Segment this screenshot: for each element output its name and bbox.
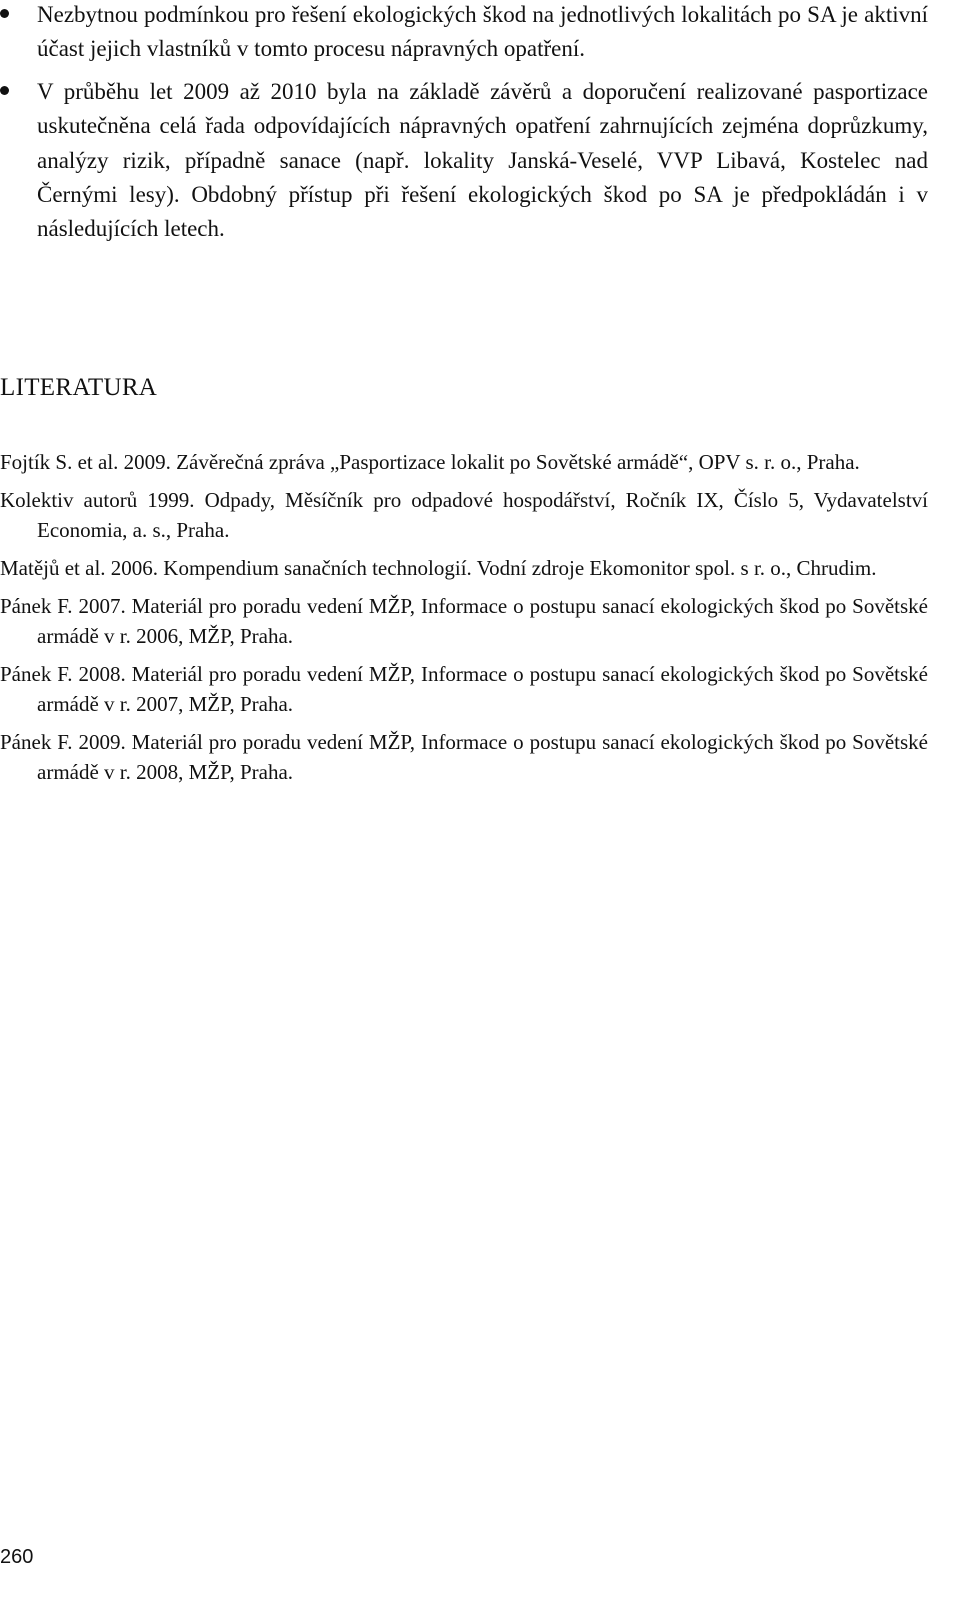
- reference-item: Pánek F. 2007. Materiál pro poradu vedení MŽP, Informace o postupu sanací ekologických škod po Sovětské armádě v r. 2006, MŽP, Praha.: [0, 594, 928, 648]
- reference-item: Matějů et al. 2006. Kompendium sanačních technologií. Vodní zdroje Ekomonitor spol. s r. o., Chrudim.: [0, 556, 877, 580]
- bullet-text: V průběhu let 2009 až 2010 byla na základě závěrů a doporučení realizované pasportizace uskutečněna celá řada odpovídajících nápravných opatření zahrnujících zejména doprůzkumy, analýzy rizik, případně sanace (např. lokality Janská-Veselé, VVP Libavá, Kostelec nad Černými lesy). Obdobný přístup při řešení ekologických škod po SA je předpokládán i v následujících letech.: [37, 78, 928, 242]
- reference-item: Pánek F. 2008. Materiál pro poradu vedení MŽP, Informace o postupu sanací ekologických škod po Sovětské armádě v r. 2007, MŽP, Praha.: [0, 662, 928, 716]
- reference-list: [0, 447, 928, 795]
- reference-item: Fojtík S. et al. 2009. Závěrečná zpráva „Pasportizace lokalit po Sovětské armádě“, OPV s. r. o., Praha.: [0, 450, 860, 474]
- bullet-list: [0, 0, 928, 255]
- page-number: 260: [0, 1546, 34, 1568]
- section-heading: LITERATURA: [0, 374, 158, 401]
- reference-item: Pánek F. 2009. Materiál pro poradu vedení MŽP, Informace o postupu sanací ekologických škod po Sovětské armádě v r. 2008, MŽP, Praha.: [0, 730, 928, 784]
- bullet-dot-icon: [0, 86, 9, 95]
- bullet-item: [0, 0, 928, 67]
- bullet-item: [0, 75, 928, 247]
- bullet-text: Nezbytnou podmínkou pro řešení ekologických škod na jednotlivých lokalitách po SA je aktivní účast jejich vlastníků v tomto procesu nápravných opatření.: [37, 2, 928, 62]
- reference-item: Kolektiv autorů 1999. Odpady, Měsíčník pro odpadové hospodářství, Ročník IX, Číslo 5, Vydavatelství Economia, a. s., Praha.: [0, 488, 928, 542]
- bullet-dot-icon: [0, 9, 9, 18]
